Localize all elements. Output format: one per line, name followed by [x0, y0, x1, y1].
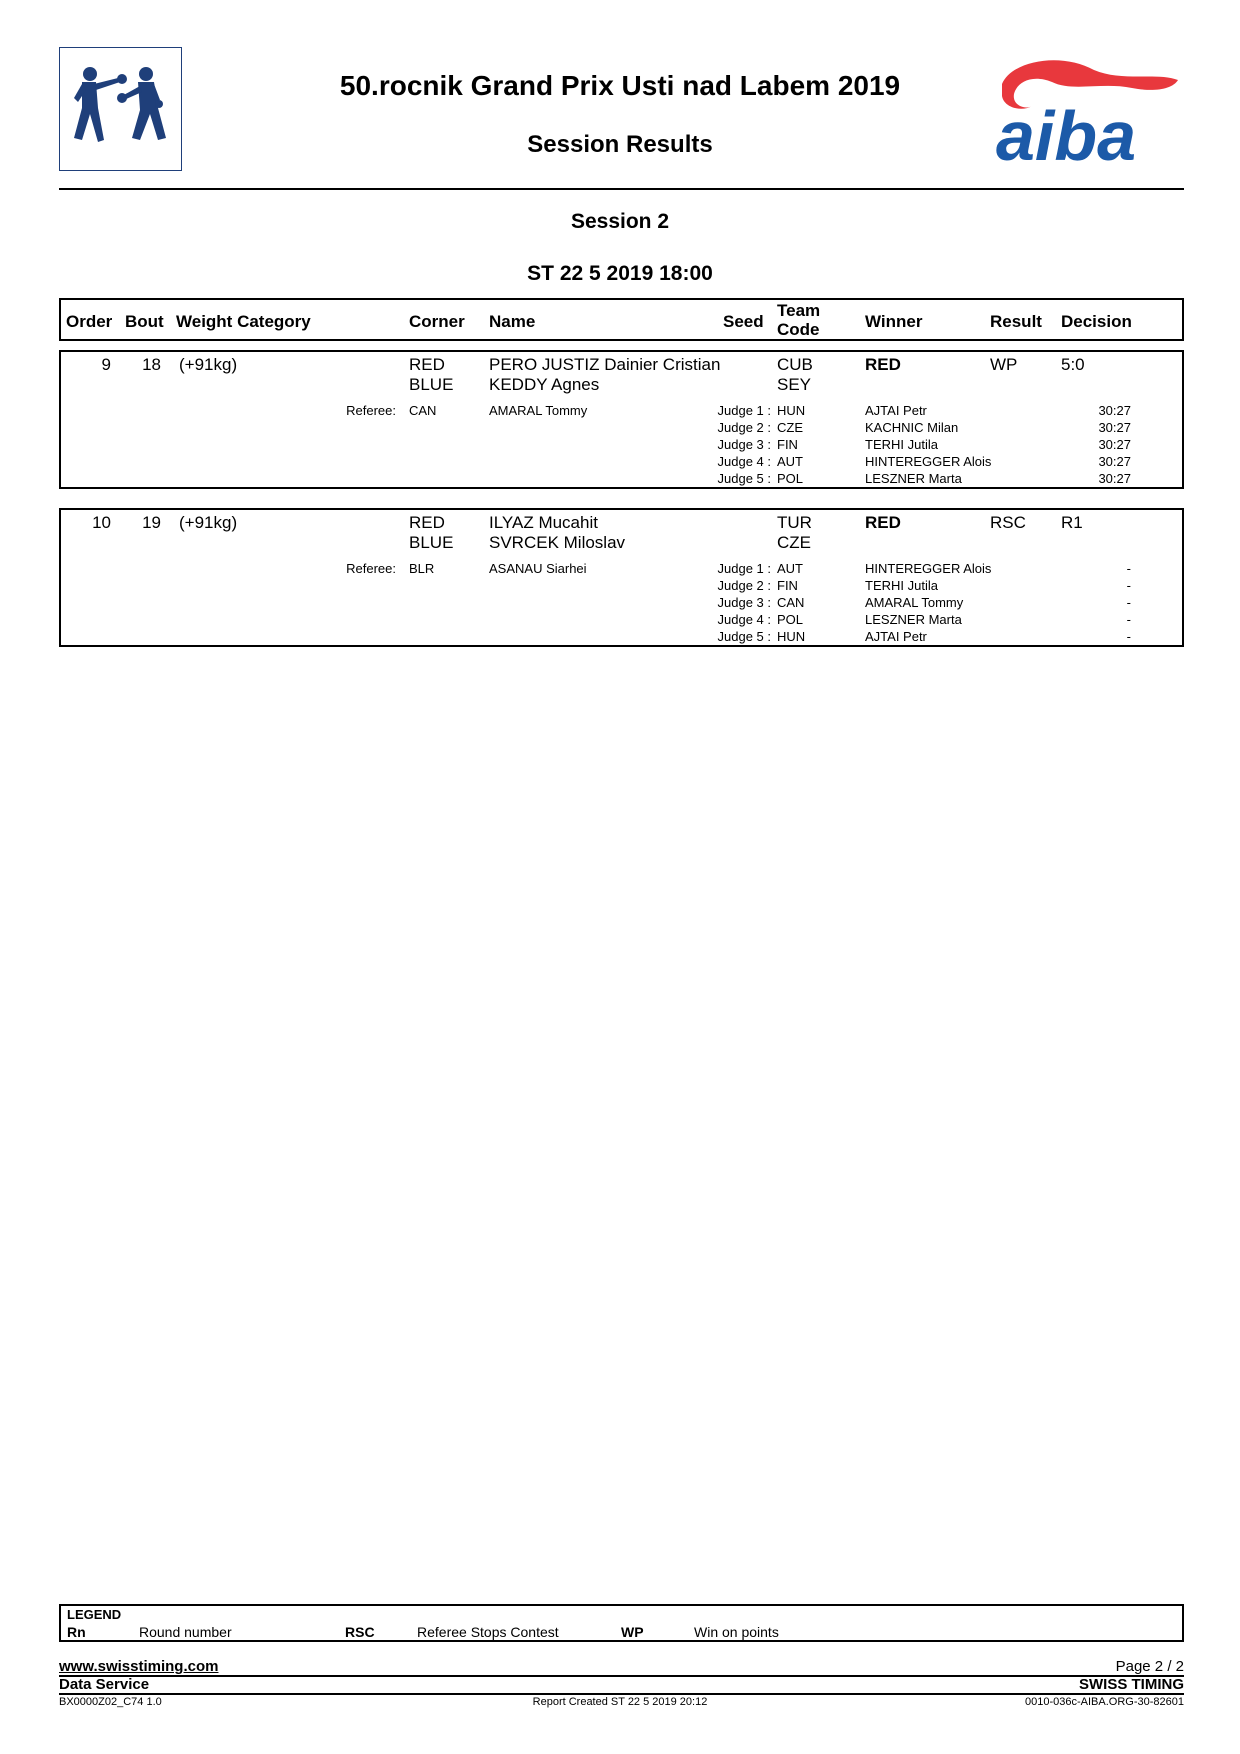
column-header-row: [59, 298, 1184, 341]
header-divider: [59, 188, 1184, 190]
judge-country: HUN: [777, 403, 806, 418]
judge-name: TERHI Jutila: [865, 578, 938, 593]
bout-order: 9: [101, 355, 111, 374]
judge-name: KACHNIC Milan: [865, 420, 959, 435]
data-service-label: Data Service: [59, 1676, 150, 1693]
judge-label: Judge 2 :: [717, 420, 771, 435]
judge-score: -: [1126, 629, 1131, 644]
document-code: BX0000Z02_C74 1.0: [59, 1696, 162, 1708]
footer-divider: [59, 1693, 1184, 1695]
judge-name: LESZNER Marta: [865, 612, 962, 627]
judge-label: Judge 3 :: [717, 595, 771, 610]
weight-category: (+91kg): [179, 513, 238, 532]
judge-score: -: [1126, 578, 1131, 593]
col-result: Result: [990, 312, 1042, 331]
blue-corner-label: BLUE: [409, 375, 454, 394]
col-order: Order: [66, 312, 113, 331]
page-subtitle: Session Results: [527, 131, 713, 158]
judge-name: AJTAI Petr: [865, 403, 927, 418]
winner: RED: [865, 513, 901, 532]
judge-label: Judge 2 :: [717, 578, 771, 593]
red-team-code: TUR: [777, 513, 812, 532]
judge-score: -: [1126, 595, 1131, 610]
judge-country: FIN: [777, 437, 798, 452]
bout-block: [59, 508, 1184, 647]
blue-corner-label: BLUE: [409, 533, 454, 552]
page-title: 50.rocnik Grand Prix Usti nad Labem 2019: [339, 70, 901, 101]
red-boxer-name: PERO JUSTIZ Dainier Cristian: [489, 355, 721, 374]
blue-boxer-name: SVRCEK Miloslav: [489, 533, 626, 552]
judge-name: AMARAL Tommy: [865, 595, 964, 610]
result: RSC: [990, 513, 1026, 532]
judge-label: Judge 5 :: [717, 629, 771, 644]
red-boxer-name: ILYAZ Mucahit: [489, 513, 598, 532]
legend-desc: Round number: [139, 1624, 232, 1640]
bout-number: 19: [142, 513, 161, 532]
judge-country: HUN: [777, 629, 806, 644]
referee-name: ASANAU Siarhei: [489, 561, 587, 576]
bout-order: 10: [92, 513, 111, 532]
legend-abbr: Rn: [67, 1624, 86, 1640]
judge-score: -: [1126, 612, 1131, 627]
judge-country: CAN: [777, 595, 805, 610]
judge-score: 30:27: [1098, 471, 1131, 486]
red-team-code: CUB: [777, 355, 813, 374]
session-label: Session 2: [570, 210, 670, 233]
judge-country: POL: [777, 612, 804, 627]
judge-label: Judge 1 :: [717, 403, 771, 418]
judge-label: Judge 4 :: [717, 612, 771, 627]
blue-team-code: SEY: [777, 375, 812, 394]
col-bout: Bout: [125, 312, 164, 331]
judge-label: Judge 5 :: [717, 471, 771, 486]
website-link[interactable]: www.swisstiming.com: [59, 1658, 219, 1675]
referee-label: Referee:: [346, 403, 396, 418]
judge-score: 30:27: [1098, 403, 1131, 418]
winner: RED: [865, 355, 901, 374]
weight-category: (+91kg): [179, 355, 238, 374]
result: WP: [990, 355, 1018, 374]
decision: 5:0: [1061, 355, 1085, 374]
judge-score: 30:27: [1098, 454, 1131, 469]
blue-boxer-name: KEDDY Agnes: [489, 375, 600, 394]
col-decision: Decision: [1061, 312, 1132, 331]
brand-label: SWISS TIMING: [1079, 1676, 1184, 1693]
judge-country: FIN: [777, 578, 798, 593]
legend-title: LEGEND: [67, 1607, 122, 1622]
judge-country: AUT: [777, 561, 803, 576]
legend-box: [59, 1604, 1184, 1642]
judge-score: 30:27: [1098, 420, 1131, 435]
col-team-code: Team Code: [777, 301, 821, 339]
judge-name: HINTEREGGER Alois: [865, 561, 992, 576]
judge-label: Judge 4 :: [717, 454, 771, 469]
judge-name: LESZNER Marta: [865, 471, 962, 486]
judge-name: AJTAI Petr: [865, 629, 927, 644]
aiba-logo: [992, 52, 1184, 164]
aiba-wordmark: aiba: [996, 97, 1137, 164]
judge-name: HINTEREGGER Alois: [865, 454, 992, 469]
judge-label: Judge 3 :: [717, 437, 771, 452]
legend-abbr: RSC: [345, 1624, 375, 1640]
bout-number: 18: [142, 355, 161, 374]
blue-team-code: CZE: [777, 533, 811, 552]
referee-label: Referee:: [346, 561, 396, 576]
referee-country: BLR: [409, 561, 435, 576]
decision: R1: [1061, 513, 1083, 532]
footer-divider: [59, 1675, 1184, 1677]
col-winner: Winner: [865, 312, 923, 331]
page-number: Page 2 / 2: [1115, 1658, 1184, 1675]
bout-block: [59, 350, 1184, 489]
legend-desc: Referee Stops Contest: [417, 1624, 559, 1640]
col-corner: Corner: [409, 312, 465, 331]
judge-country: AUT: [777, 454, 803, 469]
col-name: Name: [489, 312, 536, 331]
judge-country: POL: [777, 471, 804, 486]
referee-country: CAN: [409, 403, 437, 418]
judge-label: Judge 1 :: [717, 561, 771, 576]
red-corner-label: RED: [409, 513, 445, 532]
judge-score: -: [1126, 561, 1131, 576]
judge-name: TERHI Jutila: [865, 437, 938, 452]
legend-abbr: WP: [621, 1624, 644, 1640]
judge-country: CZE: [777, 420, 803, 435]
col-seed: Seed: [723, 312, 764, 331]
red-corner-label: RED: [409, 355, 445, 374]
referee-name: AMARAL Tommy: [489, 403, 588, 418]
reference-code: 0010-036c-AIBA.ORG-30-82601: [1025, 1696, 1184, 1708]
judge-score: 30:27: [1098, 437, 1131, 452]
report-created: Report Created ST 22 5 2019 20:12: [532, 1696, 708, 1708]
legend-desc: Win on points: [694, 1624, 779, 1640]
col-weight-category: Weight Category: [176, 312, 311, 331]
session-datetime: ST 22 5 2019 18:00: [527, 262, 713, 285]
